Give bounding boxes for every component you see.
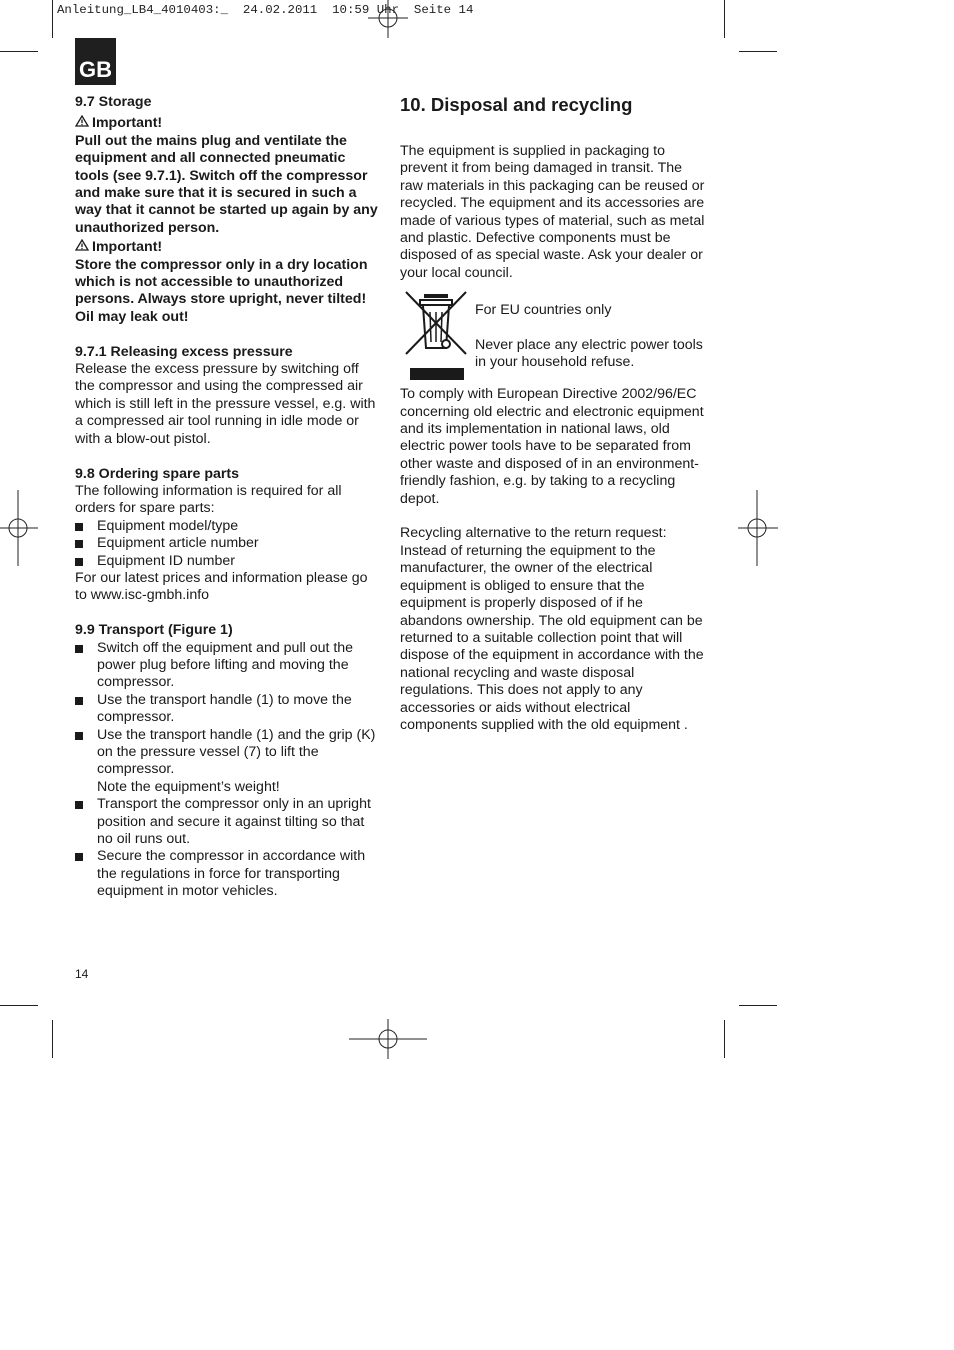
language-badge: GB — [75, 38, 116, 85]
list-item: Transport the compressor only in an upright position and secure it against tilting so that no oil runs out. — [75, 796, 380, 848]
transport-note: Note the equipment’s weight! — [97, 778, 280, 795]
important-text: Pull out the mains plug and ventilate the equipment and all connected pneumatic tools (see 9.7.1). Switch off the compressor and make sure that it is secured in such a way that it cannot be started up again by any unauthorized person. — [75, 132, 378, 236]
crossed-out-wheelie-bin-icon — [404, 290, 468, 380]
body-text: The following information is required for all orders for spare parts: — [75, 482, 342, 517]
section-heading-disposal: 10. Disposal and recycling — [400, 94, 633, 115]
crop-mark — [739, 51, 777, 52]
bullet-square-icon — [75, 697, 83, 705]
bullet-square-icon — [75, 558, 83, 566]
crop-mark — [52, 1020, 53, 1058]
list-item: Secure the compressor in accordance with the regulations in force for transporting equipment in motor vehicles. — [75, 848, 380, 900]
page-number: 14 — [75, 967, 89, 981]
important-text: Store the compressor only in a dry location which is not accessible to unauthorized persons. Always store upright, never tilted! Oil may leak out! — [75, 256, 368, 325]
body-text: The equipment is supplied in packaging to prevent it from being damaged in transit. The raw materials in this packaging can be reused or recycled. The equipment and its accessories are made of various types of material, such as metal and plastic. Defective components must be disposed of as special waste. Ask your dealer or your local council. — [400, 143, 705, 281]
right-column — [400, 94, 705, 734]
weee-text — [475, 302, 705, 372]
important-notice — [75, 239, 380, 256]
section-heading-releasing-pressure: 9.7.1 Releasing excess pressure — [75, 343, 293, 360]
list-item: Use the transport handle (1) and the grip (K) on the pressure vessel (7) to lift the compressor. Note the equipment’s weight! — [75, 727, 380, 797]
list-item: Equipment article number — [75, 535, 380, 552]
left-column — [75, 94, 380, 901]
important-notice — [75, 115, 380, 132]
important-label: Important! — [92, 115, 163, 132]
crop-mark — [739, 1005, 777, 1006]
important-label: Important! — [92, 239, 163, 256]
body-text: For our latest prices and information please go to www.isc-gmbh.info — [75, 569, 368, 604]
crop-mark — [52, 0, 53, 38]
body-text: Release the excess pressure by switching off the compressor and using the compressed air which is still left in the pressure vessel, e.g. with a compressed air tool running in idle mode or with a blow-out pistol. — [75, 361, 376, 447]
household-refuse-text: Never place any electric power tools in your household refuse. — [475, 337, 703, 371]
section-heading-transport: 9.9 Transport (Figure 1) — [75, 622, 233, 639]
bullet-square-icon — [75, 540, 83, 548]
list-item: Equipment model/type — [75, 518, 380, 535]
registration-mark-icon — [368, 0, 408, 40]
spare-parts-list — [75, 518, 380, 570]
crop-mark — [0, 1005, 38, 1006]
bullet-square-icon — [75, 732, 83, 740]
list-item: Use the transport handle (1) to move the compressor. — [75, 692, 380, 727]
crop-mark — [724, 1020, 725, 1058]
section-heading-storage: 9.7 Storage — [75, 94, 152, 110]
section-heading-spare-parts: 9.8 Ordering spare parts — [75, 465, 240, 482]
bullet-square-icon — [75, 853, 83, 861]
warning-triangle-icon — [75, 239, 89, 251]
body-text: To comply with European Directive 2002/96/EC concerning old electric and electronic equipment and its implementation in national laws, old electric power tools have to be separated from other waste and disposed of in an environment-friendly fashion, e.g. by taking to a recycling depot. — [400, 386, 704, 507]
bullet-square-icon — [75, 801, 83, 809]
registration-mark-icon — [349, 1019, 427, 1059]
list-item: Switch off the equipment and pull out the power plug before lifting and moving the compressor. — [75, 640, 380, 692]
recycling-heading: Recycling alternative to the return request: — [400, 525, 667, 542]
list-item: Equipment ID number — [75, 553, 380, 570]
registration-mark-icon — [738, 490, 778, 566]
transport-list — [75, 640, 380, 901]
crop-mark — [0, 51, 38, 52]
weee-notice — [400, 282, 705, 386]
registration-mark-icon — [0, 490, 40, 566]
bullet-square-icon — [75, 523, 83, 531]
print-header: Anleitung_LB4_4010403:_ 24.02.2011 10:59 Uhr Seite 14 — [57, 3, 474, 17]
crop-mark — [724, 0, 725, 38]
bullet-square-icon — [75, 645, 83, 653]
warning-triangle-icon — [75, 115, 89, 127]
body-text: Instead of returning the equipment to the manufacturer, the owner of the electrical equipment is obliged to ensure that the equipment is properly disposed of if he abandons ownership. The old equipment can be returned to a suitable collection point that will dispose of the equipment in accordance with the national recycling and waste disposal regulations. This does not apply to any accessories or aids without electrical components supplied with the old equipment . — [400, 542, 704, 733]
eu-only-text: For EU countries only — [475, 302, 612, 319]
